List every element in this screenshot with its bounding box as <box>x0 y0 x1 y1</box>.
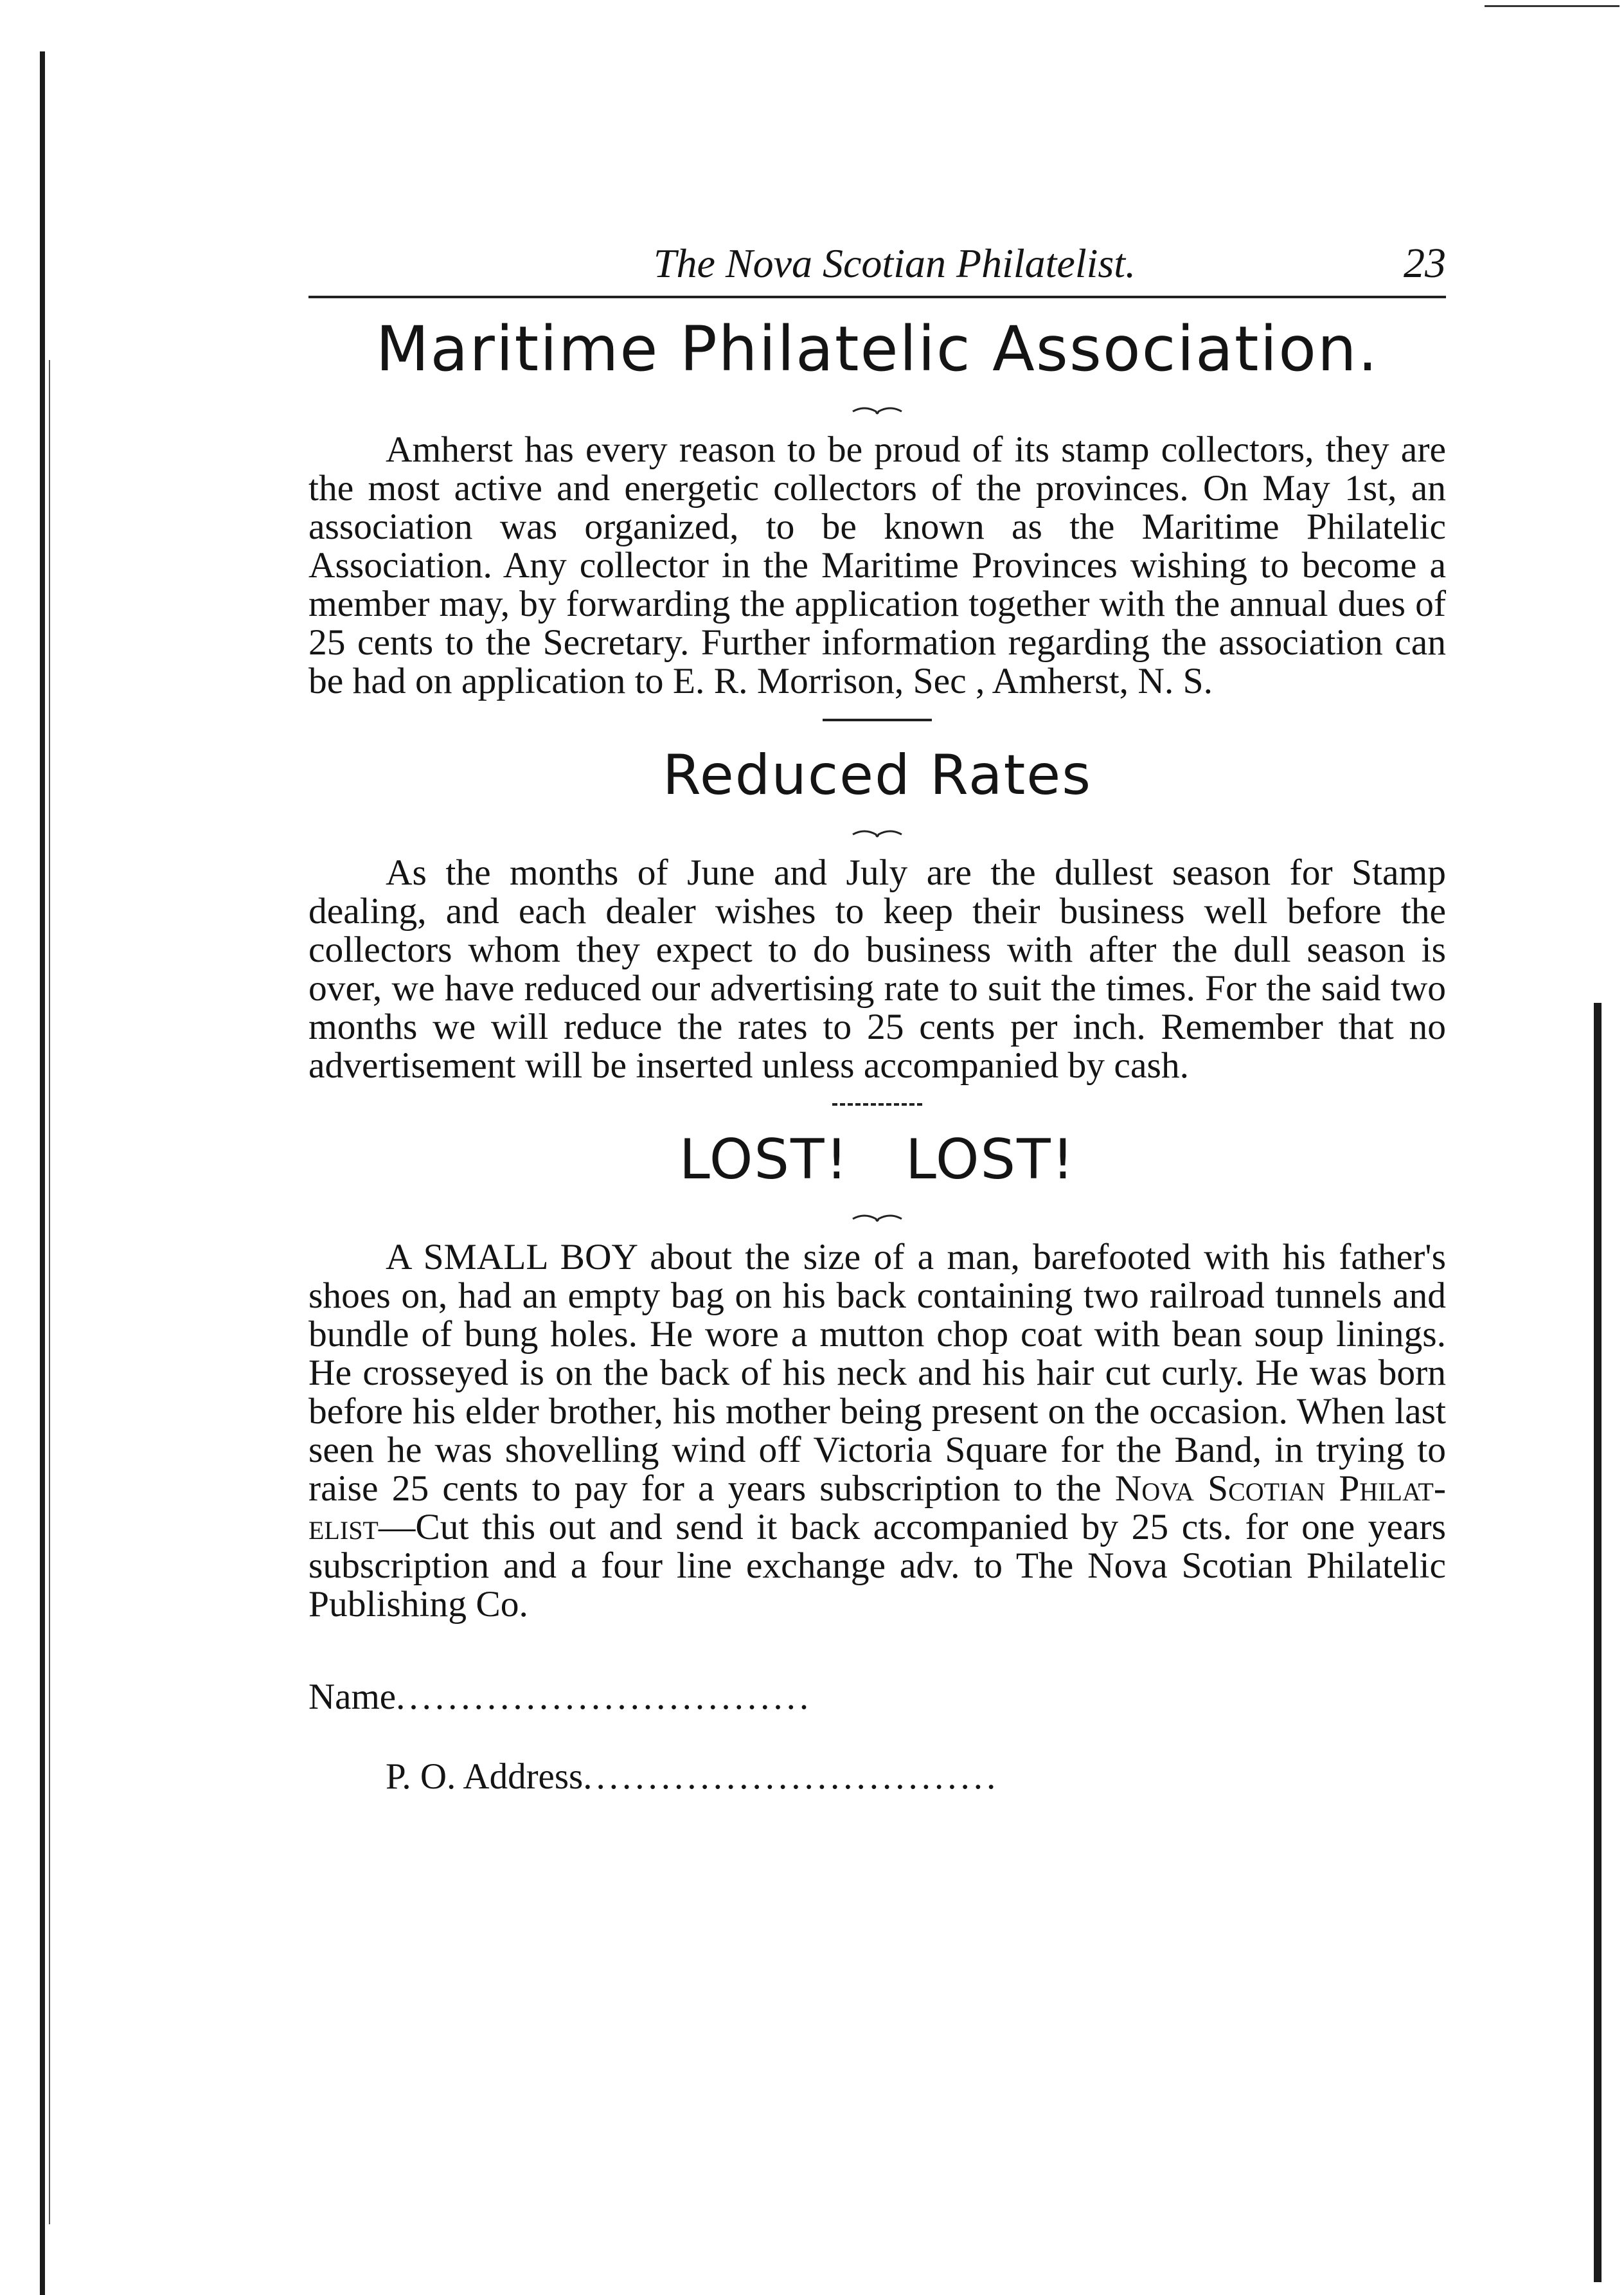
name-label: Name <box>308 1677 397 1717</box>
name-fill-dots: ................................ <box>396 1677 813 1717</box>
flourish-ornament <box>852 825 903 840</box>
journal-name-smallcaps: Nova Scotian Philatelist <box>308 1468 1446 1547</box>
heading-maritime-association: Maritime Philatelic Association. <box>375 313 1379 385</box>
scan-edge-left-inner <box>49 360 50 2224</box>
scan-edge-top <box>1485 5 1620 7</box>
document-page <box>308 238 1446 1796</box>
address-fill-dots: ................................ <box>583 1756 1000 1797</box>
page-number: 23 <box>1404 240 1446 287</box>
lost-text-part1: A SMALL BOY about the size of a man, barefooted with his father's shoes on, had an empty bag on his back containing two railroad tunnels and bundle of bung holes. He wore a mutton chop coat with bean soup linings. He crosseyed is on the back of his neck and his hair cut curly. He was born before his elder brother, his mother being present on the occasion. When last seen he was shovelling wind off Victoria Square for the Band, in trying to raise 25 cents to pay for a years subscription to the <box>308 1237 1446 1509</box>
association-paragraph: Amherst has every reason to be proud of its stamp collectors, they are the most active and energetic collectors of the provinces. On May 1st, an association was organized, to be known as the Maritime Philatelic Association. Any collector in the Maritime Provinces wishing to become a member may, by forwarding the application together with the annual dues of 25 cents to the Secretary. Further information regarding the association can be had on application to E. R. Morrison, Sec , Amherst, N. S. <box>308 429 1446 701</box>
lost-paragraph <box>308 1238 1446 1624</box>
scan-edge-left <box>40 51 45 2295</box>
lost-text-part2: —Cut this out and send it back accompanied by 25 cts. for one years subscription and a four line exchange adv. to The Nova Scotian Philatelic Publishing Co. <box>308 1507 1446 1625</box>
rates-paragraph: As the months of June and July are the dullest season for Stamp dealing, and each dealer wishes to keep their business well before the collectors whom they expect to do business with after the dull season is over, we have reduced our advertising rate to suit the times. For the said two months we will reduce the rates to 25 cents per inch. Remember that no advertisement will be inserted unless accompanied by cash. <box>308 852 1446 1086</box>
heading-reduced-rates: Reduced Rates <box>662 743 1093 807</box>
section-divider <box>823 719 932 721</box>
flourish-ornament <box>852 1210 903 1224</box>
journal-title: The Nova Scotian Philatelist. <box>653 240 1136 286</box>
running-head <box>308 238 1446 298</box>
heading-lost: LOST! LOST! <box>679 1128 1076 1192</box>
section-divider <box>832 1103 922 1106</box>
flourish-ornament <box>852 402 903 417</box>
address-label: P. O. Address <box>386 1756 584 1797</box>
scan-edge-right <box>1594 1003 1602 2282</box>
name-line <box>308 1678 1446 1716</box>
address-line <box>308 1758 1446 1796</box>
